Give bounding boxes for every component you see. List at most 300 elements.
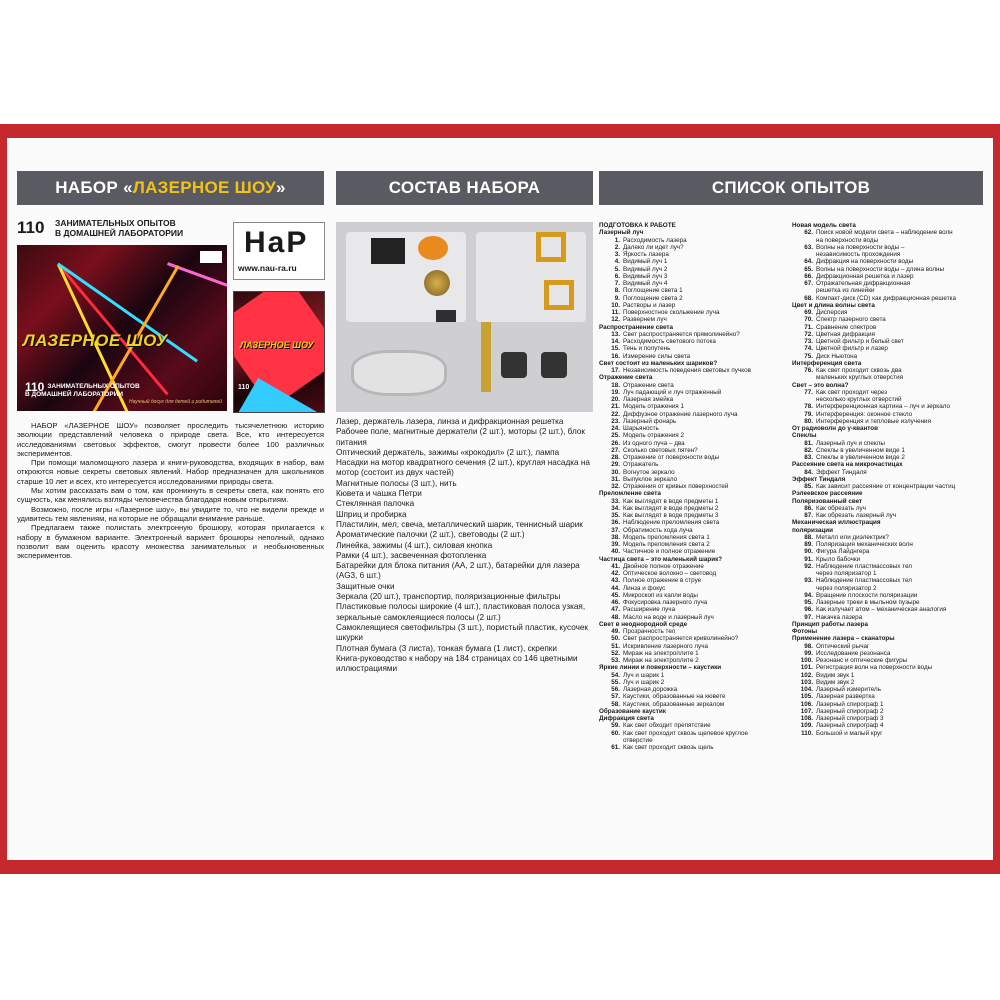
experiment-item bbox=[792, 505, 982, 512]
experiment-title: Как свет проходит сквозь два bbox=[816, 367, 902, 374]
experiment-item bbox=[599, 309, 789, 316]
experiment-number: 4. bbox=[614, 258, 620, 266]
experiment-title: Обратимость хода луча bbox=[623, 526, 693, 534]
experiments-list-right bbox=[792, 222, 982, 737]
experiment-title: Видим звук 1 bbox=[816, 671, 855, 679]
experiment-title: Накачка лазера bbox=[816, 613, 863, 621]
experiment-number: 107. bbox=[800, 707, 813, 715]
kit-item: Насадки на мотор квадратного сечения (2 шт.), круглая насадка на мотор (состоит из двух частей) bbox=[336, 458, 590, 478]
experiment-number: 88. bbox=[804, 533, 813, 541]
experiment-item bbox=[599, 295, 789, 302]
box-sub-line2: В ДОМАШНЕЙ ЛАБОРАТОРИИ bbox=[25, 391, 123, 398]
experiment-number: 2. bbox=[614, 243, 620, 251]
header-left-prefix: НАБОР « bbox=[55, 178, 133, 197]
experiment-title: Большой и малый круг bbox=[816, 729, 883, 737]
experiment-item bbox=[599, 302, 789, 309]
experiment-title: Свет распространяется криволинейно? bbox=[623, 635, 739, 643]
intro-text bbox=[17, 421, 324, 560]
experiment-number: 1. bbox=[614, 236, 620, 244]
experiment-number: 94. bbox=[804, 591, 813, 599]
experiment-title: Отражение света bbox=[623, 381, 674, 389]
experiment-number: 108. bbox=[800, 715, 813, 722]
experiment-item bbox=[599, 316, 789, 323]
intro-paragraph: При помощи маломощного лазера и книги-руководства, входящих в набор, вам откроются новые секреты световых явлений. Набор предназначен для школьников старше 10 лет и всех, кто интересуется исследованиями природы света. bbox=[17, 458, 324, 486]
experiment-item bbox=[792, 411, 982, 418]
experiment-title: Растворы и лазер bbox=[623, 301, 676, 309]
experiment-title: Лазерная дорожка bbox=[623, 686, 678, 693]
experiment-number: 69. bbox=[804, 309, 813, 316]
experiment-number: 74. bbox=[804, 345, 813, 353]
experiment-item bbox=[792, 693, 982, 700]
experiment-number: 70. bbox=[804, 316, 813, 324]
experiment-title: Свет распространяется прямолинейно? bbox=[623, 330, 740, 338]
box-art-image bbox=[17, 245, 227, 411]
experiment-number: 17. bbox=[611, 367, 620, 374]
experiment-title: Яркость лазера bbox=[623, 251, 669, 258]
experiment-title: Интерференция: оконное стекло bbox=[816, 410, 913, 418]
experiment-title: Фокусировка лазерного луча bbox=[623, 599, 708, 606]
experiment-title: Как свет обходит препятствие bbox=[623, 722, 711, 730]
experiment-item bbox=[792, 440, 982, 447]
experiment-item bbox=[792, 686, 982, 693]
intro-paragraph: Возможно, после игры «Лазерное шоу», вы увидите то, что не видели прежде и удивитесь тем явлениям, на которые не обращали внимание раньше. bbox=[17, 504, 324, 523]
experiment-title: Модель отражения 1 bbox=[623, 403, 684, 411]
experiment-title: Шарьяность bbox=[623, 425, 659, 432]
experiment-item bbox=[599, 258, 789, 265]
experiment-number: 64. bbox=[804, 258, 813, 266]
experiment-number: 25. bbox=[611, 432, 620, 440]
experiment-number: 97. bbox=[804, 613, 813, 621]
experiment-number: 96. bbox=[804, 606, 813, 614]
experiment-item bbox=[599, 635, 789, 642]
experiment-title: несколько круглых отверстий bbox=[816, 396, 902, 403]
experiment-title: Оптическое волокно – световод bbox=[623, 570, 717, 577]
logo-mark: НаР bbox=[244, 226, 309, 259]
experiment-item bbox=[792, 672, 982, 679]
experiment-number: 47. bbox=[611, 606, 620, 614]
experiment-item bbox=[792, 324, 982, 331]
experiment-title: Оптический рычаг bbox=[816, 642, 870, 650]
experiment-item bbox=[599, 519, 789, 526]
experiment-item bbox=[599, 244, 789, 251]
experiment-title: Каустики, образованные на кювете bbox=[623, 693, 726, 701]
poster-sheet bbox=[7, 138, 993, 860]
experiment-title: Луч и шарик 1 bbox=[623, 671, 665, 679]
experiment-section-heading: Механическая иллюстрация bbox=[792, 519, 881, 527]
experiment-number: 50. bbox=[611, 635, 620, 643]
experiment-section-heading: Цвет и длина волны света bbox=[792, 301, 875, 309]
experiment-item bbox=[599, 273, 789, 280]
top-subtitle-line2: В ДОМАШНЕЙ ЛАБОРАТОРИИ bbox=[55, 228, 184, 238]
experiment-title: Дифракционная решетка и лазер bbox=[816, 272, 914, 280]
experiment-item bbox=[792, 237, 982, 244]
experiment-section-heading: Рэлеевское рассеяние bbox=[792, 490, 863, 498]
experiment-number: 35. bbox=[611, 512, 620, 519]
experiment-item bbox=[792, 534, 982, 541]
experiment-number: 106. bbox=[800, 700, 813, 708]
experiment-item bbox=[792, 606, 982, 613]
experiment-title: Лазерные треки в мыльном пузыре bbox=[816, 599, 920, 606]
kit-item: Плотная бумага (3 листа), тонкая бумага (1 лист), скрепки bbox=[336, 643, 557, 653]
experiment-title: Прозрачность тел bbox=[623, 628, 676, 635]
experiment-number: 63. bbox=[804, 243, 813, 251]
experiment-number: 57. bbox=[611, 693, 620, 701]
experiment-section-heading: Свет – это волна? bbox=[792, 381, 849, 389]
experiment-title: Исследование резонанса bbox=[816, 649, 891, 657]
experiment-section-heading: Рассеяние света на микрочастицах bbox=[792, 461, 903, 469]
experiment-item bbox=[599, 650, 789, 657]
experiment-item bbox=[599, 345, 789, 352]
experiment-number: 26. bbox=[611, 439, 620, 447]
kit-item: Книга-руководство к набору на 184 страницах со 146 цветными иллюстрациями bbox=[336, 653, 578, 674]
experiment-number: 48. bbox=[611, 613, 620, 621]
experiment-item bbox=[599, 367, 789, 374]
experiment-number: 40. bbox=[611, 548, 620, 556]
experiment-title: Спеклы в увеличенном виде 2 bbox=[816, 454, 905, 461]
experiment-item bbox=[792, 469, 982, 476]
experiment-item bbox=[792, 353, 982, 360]
experiment-item bbox=[599, 606, 789, 613]
experiment-title: Крыло бабочки bbox=[816, 555, 861, 563]
experiment-item bbox=[599, 505, 789, 512]
experiment-title: Лазерный измеритель bbox=[816, 686, 881, 693]
experiment-title: Волны на поверхности воды – bbox=[816, 243, 905, 251]
experiment-number: 5. bbox=[614, 265, 620, 273]
experiment-number: 56. bbox=[611, 686, 620, 693]
experiment-item bbox=[599, 476, 789, 483]
experiment-title: Видимый луч 3 bbox=[623, 272, 668, 280]
intro-paragraph: Мы хотим рассказать вам о том, как проникнуть в секреты света, как понять его сущность, как менялись взгляды человечества благодаря новым открытиям. bbox=[17, 486, 324, 505]
experiment-number: 51. bbox=[611, 642, 620, 650]
intro-paragraph: НАБОР «ЛАЗЕРНОЕ ШОУ» позволяет проследить тысячелетнюю историю эволюции представлений человека о природе света. Все, кто интересуется исследованиями световых эффектов, смогут провести более 100 различных экспериментов. bbox=[17, 421, 324, 458]
experiment-title: Спектр лазерного света bbox=[816, 316, 886, 324]
experiment-number: 22. bbox=[611, 410, 620, 418]
experiment-item bbox=[599, 483, 789, 490]
experiment-number: 89. bbox=[804, 541, 813, 548]
poster-frame bbox=[0, 124, 1000, 874]
experiment-number: 85. bbox=[804, 483, 813, 490]
experiment-section-heading: Эффект Тиндаля bbox=[792, 475, 846, 483]
experiment-item bbox=[792, 556, 982, 563]
experiment-item bbox=[792, 577, 982, 584]
experiment-number: 87. bbox=[804, 512, 813, 519]
experiment-number: 46. bbox=[611, 599, 620, 606]
experiment-item bbox=[599, 737, 789, 744]
experiment-number: 65. bbox=[804, 265, 813, 273]
experiment-section-heading: Интерференция света bbox=[792, 359, 862, 367]
experiment-item bbox=[599, 498, 789, 505]
experiment-number: 102. bbox=[800, 671, 813, 679]
experiment-item bbox=[792, 367, 982, 374]
header-right: СПИСОК ОПЫТОВ bbox=[599, 171, 983, 205]
experiment-title: маленьких круглых отверстия bbox=[816, 374, 904, 382]
experiment-title: Далеко ли идет луч? bbox=[623, 243, 684, 251]
experiment-number: 103. bbox=[800, 678, 813, 686]
experiment-title: Регистрация волн на поверхности воды bbox=[816, 664, 933, 672]
header-left bbox=[17, 171, 324, 205]
experiment-number: 15. bbox=[611, 345, 620, 353]
header-left-suffix: » bbox=[276, 178, 286, 197]
experiment-number: 24. bbox=[611, 425, 620, 432]
kit-item: Зеркала (20 шт.), транспортир, поляризационные фильтры bbox=[336, 592, 561, 602]
experiment-title: Отражатель bbox=[623, 461, 659, 469]
experiment-title: Микроскоп из капли воды bbox=[623, 591, 698, 599]
experiment-section-heading: Преломление света bbox=[599, 490, 661, 498]
experiment-title: Искривление лазерного луча bbox=[623, 642, 708, 650]
experiment-title: Цветной фильтр и лазер bbox=[816, 345, 888, 353]
experiment-item bbox=[599, 237, 789, 244]
ruler bbox=[481, 322, 491, 392]
experiment-title: Сколько световых пятен? bbox=[623, 446, 698, 454]
experiment-item bbox=[792, 309, 982, 316]
experiment-section-heading: Дифракция света bbox=[599, 715, 654, 722]
experiment-number: 44. bbox=[611, 584, 620, 592]
experiment-item bbox=[792, 483, 982, 490]
experiment-item bbox=[599, 418, 789, 425]
experiment-title: Расходимость светового потока bbox=[623, 338, 716, 345]
experiment-title: Лазерный спирограф 1 bbox=[816, 700, 884, 708]
experiment-number: 45. bbox=[611, 591, 620, 599]
experiment-number: 76. bbox=[804, 367, 813, 374]
experiment-title: Мираж на электроплите 2 bbox=[623, 657, 699, 664]
experiment-title: Металл или диэлектрик? bbox=[816, 533, 889, 541]
book-count: 110 bbox=[238, 384, 250, 391]
experiment-item bbox=[599, 585, 789, 592]
experiment-item bbox=[599, 396, 789, 403]
experiment-title: Выпуклое зеркало bbox=[623, 475, 678, 483]
experiment-number: 9. bbox=[614, 294, 620, 302]
experiment-title: Лазерный спирограф 3 bbox=[816, 715, 884, 722]
experiment-title: Как выглядят в воде предметы 2 bbox=[623, 504, 719, 512]
experiment-title: Как свет проходит сквозь щель bbox=[623, 744, 714, 751]
experiment-item bbox=[792, 599, 982, 606]
experiment-title: Эффект Тиндаля bbox=[816, 468, 867, 476]
experiment-section-heading: Свет в неоднородной среде bbox=[599, 620, 688, 628]
experiment-title: Независимость поведения световых пучков bbox=[623, 367, 751, 374]
experiment-item bbox=[599, 563, 789, 570]
experiment-number: 90. bbox=[804, 548, 813, 556]
experiment-number: 78. bbox=[804, 403, 813, 411]
header-left-highlight: ЛАЗЕРНОЕ ШОУ bbox=[132, 178, 276, 197]
top-subtitle bbox=[55, 218, 183, 238]
experiment-number: 77. bbox=[804, 388, 813, 396]
experiment-title: Видимый луч 2 bbox=[623, 265, 668, 273]
experiment-item bbox=[599, 744, 789, 751]
experiment-title: Наблюдение пластмассовых тел bbox=[816, 562, 912, 570]
box-subtitle bbox=[25, 380, 145, 399]
experiment-section-heading: Спеклы bbox=[792, 432, 817, 440]
experiment-number: 42. bbox=[611, 570, 620, 577]
experiment-item bbox=[599, 469, 789, 476]
experiment-title: Волны на поверхности воды – длина волны bbox=[816, 265, 945, 273]
experiment-title: Диффузное отражение лазерного луча bbox=[623, 410, 738, 418]
experiment-title: через поляризатор 1 bbox=[816, 570, 877, 577]
experiment-item bbox=[599, 411, 789, 418]
experiment-number: 81. bbox=[804, 439, 813, 447]
experiment-title: Видим звук 2 bbox=[816, 678, 855, 686]
experiment-title: независимость прохождения bbox=[816, 251, 901, 258]
experiment-item bbox=[599, 447, 789, 454]
experiment-item bbox=[599, 454, 789, 461]
experiment-title: Лазерный спирограф 2 bbox=[816, 707, 884, 715]
experiment-item bbox=[792, 374, 982, 381]
experiment-item bbox=[599, 730, 789, 737]
experiment-item bbox=[599, 577, 789, 584]
experiment-item bbox=[792, 244, 982, 251]
kit-item: Магнитные полосы (3 шт.), нить bbox=[336, 478, 457, 488]
kit-item: Кювета и чашка Петри bbox=[336, 489, 422, 499]
experiment-item bbox=[792, 403, 982, 410]
top-count: 110 bbox=[17, 218, 45, 237]
experiment-item bbox=[792, 679, 982, 686]
experiment-number: 8. bbox=[614, 287, 620, 295]
experiment-number: 30. bbox=[611, 468, 620, 476]
experiment-title: Луч падающий и луч отраженный bbox=[623, 388, 722, 396]
experiment-number: 59. bbox=[611, 722, 620, 730]
kit-item: Рамки (4 шт.), засвеченная фотопленка bbox=[336, 550, 487, 560]
experiment-title: Модель преломления света 1 bbox=[623, 533, 710, 541]
experiment-item bbox=[792, 592, 982, 599]
experiment-item bbox=[599, 287, 789, 294]
experiments-list-left bbox=[599, 222, 789, 751]
experiment-title: на поверхности воды bbox=[816, 236, 879, 244]
experiment-title: Резонанс и оптические фигуры bbox=[816, 657, 908, 664]
kit-item: Оптический держатель, зажимы «крокодил» (2 шт.), лампа bbox=[336, 447, 560, 457]
experiment-number: 19. bbox=[611, 388, 620, 396]
experiment-title: Отражения от кривых поверхностей bbox=[623, 483, 729, 490]
experiment-number: 71. bbox=[804, 323, 813, 331]
experiment-item bbox=[792, 722, 982, 729]
experiment-title: Лазерная развертка bbox=[816, 693, 875, 701]
experiment-section-heading: поляризации bbox=[792, 526, 834, 534]
experiment-item bbox=[792, 345, 982, 352]
top-subtitle-line1: ЗАНИМАТЕЛЬНЫХ ОПЫТОВ bbox=[55, 218, 176, 228]
kit-item: Рабочее поле, магнитные держатели (2 шт.), моторы (2 шт.), блок питания bbox=[336, 427, 585, 447]
experiment-title: Поиск новой модели света – наблюдение волн bbox=[816, 229, 953, 237]
experiment-number: 75. bbox=[804, 352, 813, 360]
experiment-number: 58. bbox=[611, 700, 620, 708]
experiment-title: Мираж на электроплите 1 bbox=[623, 649, 699, 657]
experiment-item bbox=[792, 708, 982, 715]
experiment-title: Из одного луча – два bbox=[623, 439, 685, 447]
experiment-item bbox=[792, 447, 982, 454]
book-cover-image bbox=[233, 291, 325, 413]
experiment-item bbox=[792, 316, 982, 323]
experiment-number: 34. bbox=[611, 504, 620, 512]
experiment-title: Как свет проходит через bbox=[816, 388, 888, 396]
experiment-number: 39. bbox=[611, 541, 620, 548]
experiment-section-heading: Лазерный луч bbox=[599, 229, 644, 237]
experiment-item bbox=[792, 701, 982, 708]
kit-item: Защитные очки bbox=[336, 581, 395, 591]
experiment-item bbox=[599, 701, 789, 708]
experiment-number: 10. bbox=[611, 301, 620, 309]
experiment-number: 31. bbox=[611, 475, 620, 483]
brand-logo bbox=[233, 222, 325, 280]
experiment-section-heading: Поляризованный свет bbox=[792, 497, 863, 505]
experiment-number: 16. bbox=[611, 352, 620, 360]
experiment-item bbox=[599, 432, 789, 439]
experiment-number: 52. bbox=[611, 649, 620, 657]
experiment-section-heading: Распространение света bbox=[599, 323, 673, 331]
experiment-number: 66. bbox=[804, 272, 813, 280]
experiment-title: Поляризация механических волн bbox=[816, 541, 913, 548]
kit-item: Самоклеящиеся светофильтры (3 шт.), пористый пластик, кусочек шкурки bbox=[336, 622, 589, 643]
experiment-item bbox=[792, 331, 982, 338]
experiment-title: Цветной фильтр и белый свет bbox=[816, 338, 904, 345]
experiment-title: Вогнутое зеркало bbox=[623, 468, 675, 476]
box-title: ЛАЗЕРНОЕ ШОУ bbox=[23, 331, 168, 350]
experiment-title: Как выглядят в воде предметы 3 bbox=[623, 512, 719, 519]
kit-item: Линейка, зажимы (4 шт.), силовая кнопка bbox=[336, 540, 493, 550]
experiment-number: 93. bbox=[804, 577, 813, 585]
experiment-title: Диск Ньютона bbox=[816, 352, 858, 360]
experiment-number: 18. bbox=[611, 381, 620, 389]
experiment-title: Лазерный спирограф 4 bbox=[816, 722, 884, 730]
experiment-number: 79. bbox=[804, 410, 813, 418]
experiment-section-heading: Частица света – это маленький шарик? bbox=[599, 555, 723, 563]
experiment-title: Цветная дифракция bbox=[816, 330, 875, 338]
experiment-title: Как обрезать луч bbox=[816, 504, 866, 512]
experiment-number: 60. bbox=[611, 729, 620, 737]
experiment-section-heading: Образование каустик bbox=[599, 707, 666, 715]
experiment-title: Видимый луч 4 bbox=[623, 280, 668, 287]
experiment-number: 32. bbox=[611, 483, 620, 490]
box-tagline: Научный досуг для детей и родителей bbox=[129, 399, 222, 405]
experiment-title: Масло на воде и лазерный луч bbox=[623, 613, 714, 621]
experiment-title: Наблюдение преломления света bbox=[623, 519, 720, 527]
experiment-title: Двойное полное отражение bbox=[623, 562, 704, 570]
experiment-number: 36. bbox=[611, 519, 620, 527]
experiment-number: 3. bbox=[614, 251, 620, 258]
experiment-item bbox=[792, 295, 982, 302]
experiment-section-heading: ПОДГОТОВКА К РАБОТЕ bbox=[599, 222, 676, 229]
experiment-number: 53. bbox=[611, 657, 620, 664]
experiment-item bbox=[599, 570, 789, 577]
experiment-item bbox=[792, 512, 982, 519]
experiment-item bbox=[792, 454, 982, 461]
experiment-item bbox=[599, 331, 789, 338]
experiment-item bbox=[792, 643, 982, 650]
experiment-number: 84. bbox=[804, 468, 813, 476]
experiment-title: Частичное и полное отражение bbox=[623, 548, 716, 556]
experiment-number: 7. bbox=[614, 280, 620, 287]
experiment-number: 104. bbox=[800, 686, 813, 693]
experiment-number: 55. bbox=[611, 678, 620, 686]
box-brand-badge bbox=[200, 251, 222, 263]
experiment-number: 98. bbox=[804, 642, 813, 650]
experiment-title: Фигура Лайднгера bbox=[816, 548, 870, 556]
experiment-item bbox=[599, 425, 789, 432]
lamp bbox=[436, 310, 456, 322]
motor bbox=[501, 352, 527, 378]
experiment-title: Как выглядят в воде предметы 1 bbox=[623, 497, 719, 505]
experiment-number: 33. bbox=[611, 497, 620, 505]
experiment-number: 80. bbox=[804, 417, 813, 425]
experiment-item bbox=[599, 280, 789, 287]
kit-item: Лазер, держатель лазера, линза и дифракционная решетка bbox=[336, 417, 564, 426]
experiment-number: 37. bbox=[611, 526, 620, 534]
experiment-item bbox=[792, 730, 982, 737]
experiment-item bbox=[792, 664, 982, 671]
experiment-number: 14. bbox=[611, 338, 620, 345]
experiment-item bbox=[792, 548, 982, 555]
experiment-item bbox=[599, 461, 789, 468]
experiment-item bbox=[599, 338, 789, 345]
experiment-title: Расходимость лазера bbox=[623, 236, 687, 244]
experiment-item bbox=[792, 657, 982, 664]
experiment-item bbox=[599, 722, 789, 729]
